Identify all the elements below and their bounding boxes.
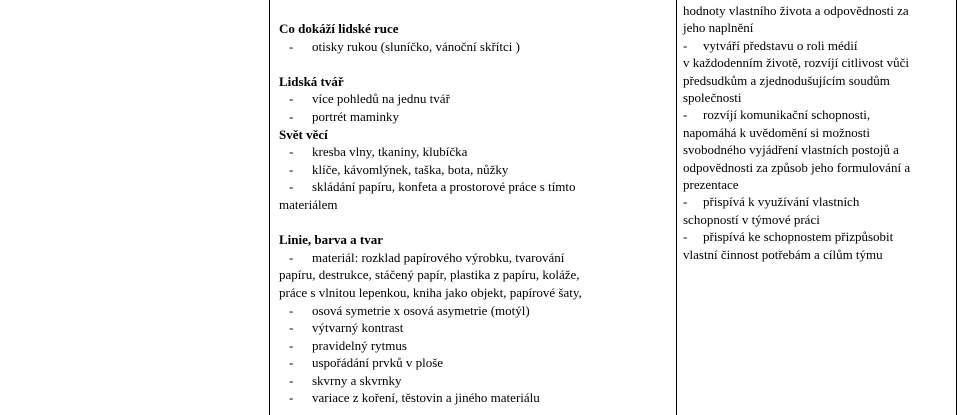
list-item-text: rozvíjí komunikační schopnosti, [703,107,871,123]
text-line-content: svobodného vyjádření vlastních postojů a [683,142,899,158]
text-line [683,89,955,106]
list-item-text: osová symetrie x osová asymetrie (motýl) [312,302,530,318]
bullet-dash: - [289,161,294,177]
bullet-dash: - [289,355,294,371]
section-heading [279,73,669,91]
spacer [279,214,669,232]
list-item [279,372,669,390]
column-divider-left [269,0,270,415]
section-heading-text: Svět věcí [279,126,328,142]
text-line [683,54,955,71]
text-line [683,159,955,176]
list-item [279,143,669,161]
text-line [683,2,955,19]
list-item [279,249,669,267]
list-item-text: uspořádání prvků v ploše [312,355,444,371]
bullet-dash: - [683,194,688,210]
text-line-content: vlastní činnost potřebám a cílům týmu [683,246,883,262]
column-divider-middle [676,0,677,415]
list-item [683,37,955,54]
list-item-text: pravidelný rytmus [312,337,407,353]
text-line [683,246,955,263]
text-line-content: papíru, destrukce, stáčený papír, plastika z papíru, koláže, [279,267,580,283]
text-line [683,176,955,193]
list-item-text: přispívá ke schopnostem přizpůsobit [703,229,894,245]
section-heading [279,126,669,144]
spacer [279,55,669,73]
bullet-dash: - [289,144,294,160]
list-item [279,108,669,126]
list-item-text: klíče, kávomlýnek, taška, bota, nůžky [312,161,509,177]
bullet-dash: - [289,302,294,318]
bullet-dash: - [289,390,294,406]
text-line [683,211,955,228]
list-item [279,90,669,108]
list-item-text: materiál: rozklad papírového výrobku, tvarování [312,249,565,265]
list-item [683,106,955,123]
text-line-content: napomáhá k uvědomění si možnosti [683,124,871,140]
list-item [279,354,669,372]
bullet-dash: - [289,372,294,388]
text-line [279,284,669,302]
bullet-dash: - [683,229,688,245]
list-item-text: skvrny a skvrnky [312,372,402,388]
section-heading [279,231,669,249]
list-item [279,389,669,407]
list-item [279,302,669,320]
list-item-text: variace z koření, těstovin a jiného materiálu [312,390,540,406]
bullet-dash: - [289,108,294,124]
bullet-dash: - [289,38,294,54]
list-item-text: portrét maminky [312,108,400,124]
text-line [683,124,955,141]
list-item [279,161,669,179]
list-item-text: otisky rukou (sluníčko, vánoční skřítci ) [312,38,520,54]
text-line-content: jeho naplnění [683,20,754,36]
text-line [683,19,955,36]
text-line-content: odpovědnosti za způsob jeho formulování a [683,159,911,175]
list-item-text: skládání papíru, konfeta a prostorové práce s tímto [312,179,576,195]
list-item-text: vytváří představu o roli médií [703,37,858,53]
text-line [279,266,669,284]
bullet-dash: - [683,37,688,53]
section-heading [279,20,669,38]
list-item-text: více pohledů na jednu tvář [312,91,450,107]
text-line-content: společnosti [683,90,742,106]
text-line [683,72,955,89]
text-line-content: hodnoty vlastního života a odpovědnosti za [683,3,909,18]
section-heading-text: Linie, barva a tvar [279,232,383,248]
list-item [279,38,669,56]
cross-curricular-column [683,2,955,263]
section-heading-text: Lidská tvář [279,73,344,89]
text-line-content: předsudkům a zjednodušujícím soudům [683,72,890,88]
list-item [279,337,669,355]
section-heading-text: Co dokáží lidské ruce [279,21,399,36]
curriculum-content-column [279,20,669,407]
list-item [683,193,955,210]
text-line [683,141,955,158]
text-line-content: práce s vlnitou lepenkou, kniha jako objekt, papírové šaty, [279,284,582,300]
column-divider-right [956,0,957,415]
bullet-dash: - [289,249,294,265]
text-line-content: materiálem [279,196,338,212]
list-item [683,228,955,245]
bullet-dash: - [289,320,294,336]
text-line-content: v každodenním životě, rozvíjí citlivost vůči [683,55,910,71]
bullet-dash: - [289,179,294,195]
list-item [279,319,669,337]
text-line [279,196,669,214]
text-line-content: schopností v týmové práci [683,211,820,227]
list-item-text: přispívá k využívání vlastních [703,194,860,210]
bullet-dash: - [289,91,294,107]
list-item-text: kresba vlny, tkaniny, klubíčka [312,144,468,160]
text-line-content: prezentace [683,177,739,193]
list-item [279,178,669,196]
bullet-dash: - [683,107,688,123]
bullet-dash: - [289,337,294,353]
list-item-text: výtvarný kontrast [312,320,404,336]
